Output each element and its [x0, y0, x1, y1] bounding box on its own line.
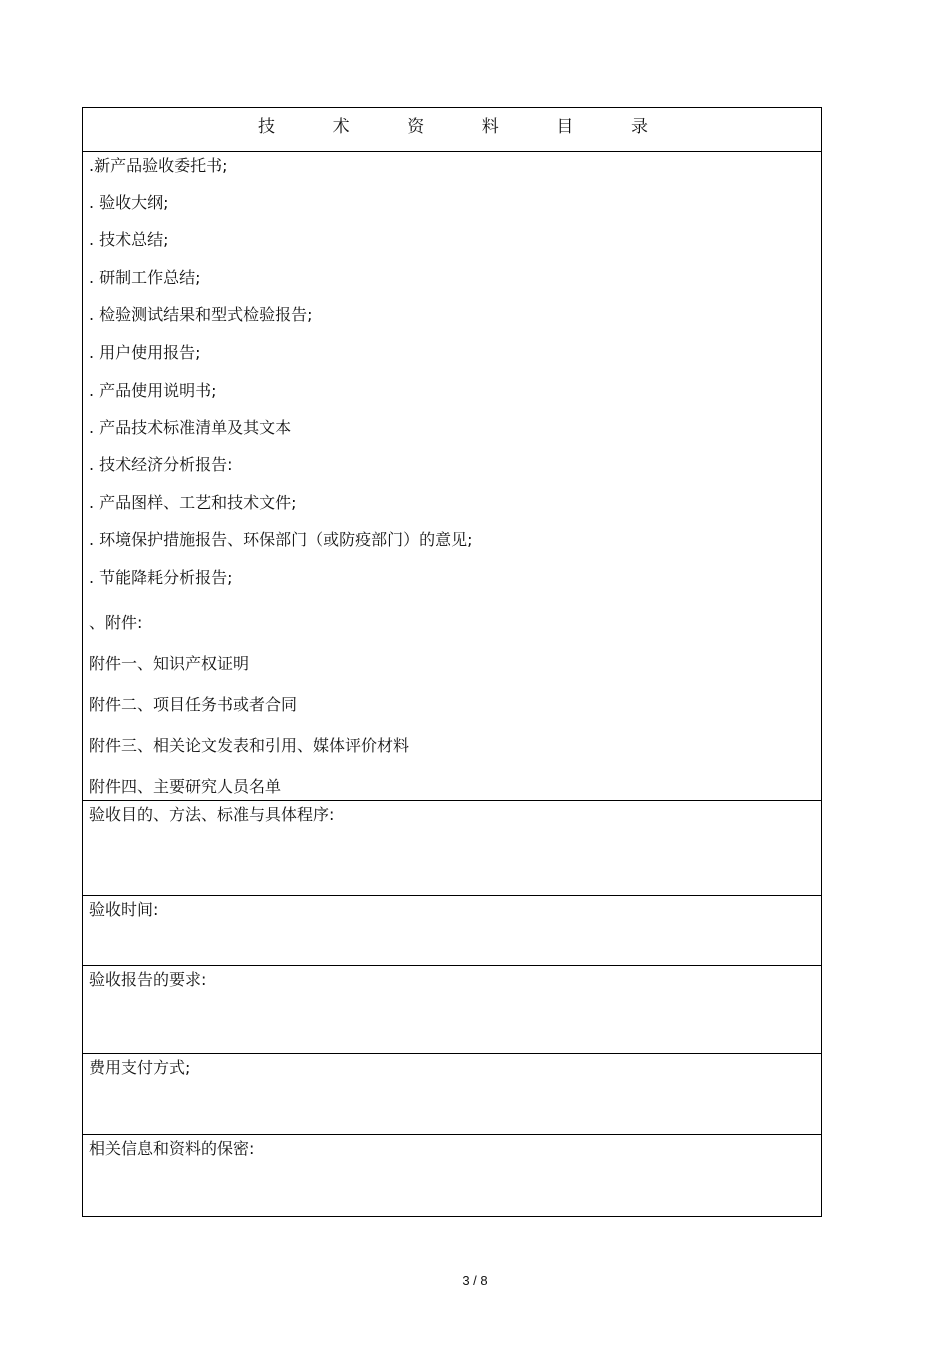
section-report-requirements	[83, 966, 821, 1054]
list-item: . 环境保护措施报告、环保部门（或防疫部门）的意见;	[89, 530, 473, 549]
section-label: 相关信息和资料的保密:	[89, 1139, 255, 1158]
list-item: 、附件:	[89, 613, 143, 632]
documents-list	[83, 152, 821, 801]
table-header	[83, 108, 821, 152]
section-label: 验收时间:	[89, 900, 159, 919]
title-char: 料	[481, 117, 499, 137]
title-char: 录	[630, 117, 648, 137]
table-title	[258, 117, 648, 137]
list-item: . 检验测试结果和型式检验报告;	[89, 305, 313, 324]
title-char: 资	[407, 117, 425, 137]
list-item: . 技术经济分析报告:	[89, 455, 233, 474]
section-label: 验收报告的要求:	[89, 970, 207, 989]
section-acceptance-procedure	[83, 801, 821, 896]
section-label: 验收目的、方法、标准与具体程序:	[89, 805, 335, 824]
list-item: .新产品验收委托书;	[89, 156, 228, 175]
list-item: . 用户使用报告;	[89, 343, 201, 362]
title-char: 技	[258, 117, 275, 137]
list-item: . 产品使用说明书;	[89, 381, 217, 400]
list-item: 附件三、相关论文发表和引用、媒体评价材料	[89, 736, 410, 755]
technical-documents-table	[82, 107, 822, 1217]
list-item: 附件二、项目任务书或者合同	[89, 695, 298, 714]
section-label: 费用支付方式;	[89, 1058, 191, 1077]
page-number: 3 / 8	[462, 1273, 488, 1288]
list-item: . 技术总结;	[89, 230, 169, 249]
list-item: . 研制工作总结;	[89, 268, 201, 287]
list-item: . 产品技术标准清单及其文本	[89, 418, 292, 437]
list-item: 附件四、主要研究人员名单	[89, 777, 282, 796]
section-payment-method	[83, 1054, 821, 1135]
section-confidentiality	[83, 1135, 821, 1215]
list-item: . 节能降耗分析报告;	[89, 568, 233, 587]
list-item: . 验收大纲;	[89, 193, 169, 212]
title-char: 术	[332, 117, 350, 137]
title-char: 目	[556, 117, 574, 137]
list-item: 附件一、知识产权证明	[89, 654, 250, 673]
section-acceptance-time	[83, 896, 821, 966]
list-item: . 产品图样、工艺和技术文件;	[89, 493, 297, 512]
